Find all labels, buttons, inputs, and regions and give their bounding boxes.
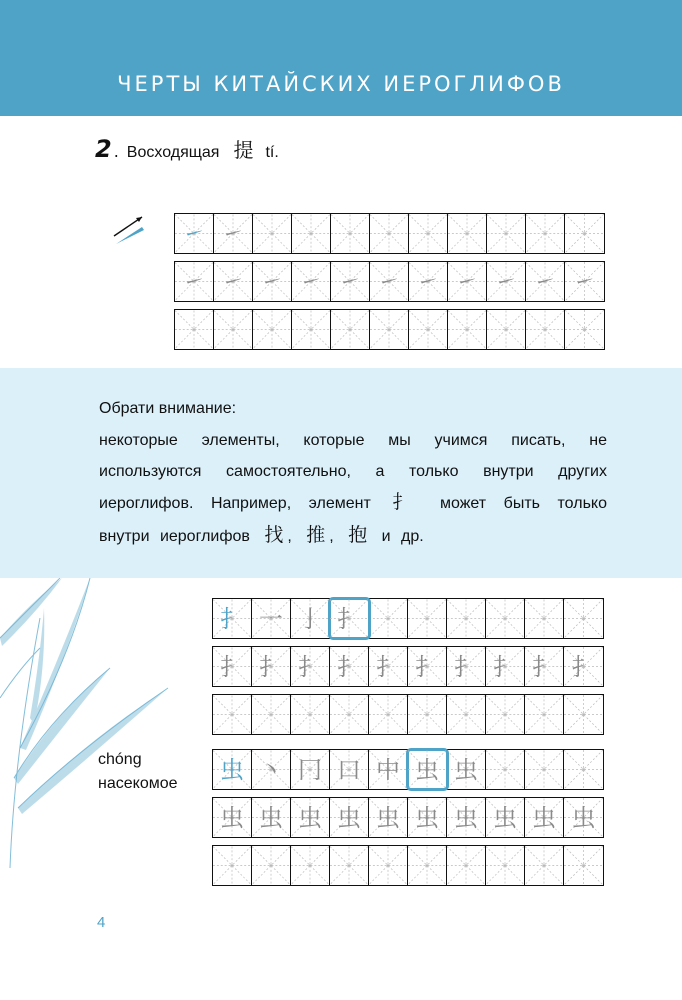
practice-cell	[564, 647, 603, 686]
rising-stroke-arrow-icon	[112, 214, 152, 246]
cell-glyph: 扌	[532, 652, 556, 681]
practice-cell	[526, 214, 565, 253]
cell-glyph: 虫	[298, 803, 322, 832]
practice-cell	[448, 214, 487, 253]
notice-example-2: 推	[306, 523, 326, 546]
practice-cell	[409, 310, 448, 349]
cell-glyph: ㇀	[182, 219, 206, 248]
practice-cell	[564, 846, 603, 885]
cell-glyph: ㇀	[260, 267, 284, 296]
notice-text-2: может быть только внутри иероглифов	[99, 495, 607, 545]
page-header	[0, 0, 682, 116]
practice-cell	[486, 647, 525, 686]
practice-row-insect-1	[212, 749, 604, 790]
practice-cell	[331, 310, 370, 349]
practice-cell	[487, 214, 526, 253]
practice-cell	[213, 647, 252, 686]
cell-glyph: 一	[259, 604, 283, 633]
practice-cell	[369, 846, 408, 885]
cell-glyph: 虫	[493, 803, 517, 832]
practice-row-rising-2	[174, 261, 605, 302]
practice-cell	[213, 846, 252, 885]
cell-glyph: ㇀	[299, 267, 323, 296]
cell-glyph: 丶	[259, 755, 283, 784]
practice-cell	[252, 599, 291, 638]
practice-cell	[330, 695, 369, 734]
practice-row-hand-1	[212, 598, 604, 639]
practice-cell	[330, 647, 369, 686]
practice-cell	[291, 695, 330, 734]
practice-cell	[214, 214, 253, 253]
practice-cell	[447, 750, 486, 789]
practice-cell	[331, 262, 370, 301]
practice-cell	[253, 262, 292, 301]
practice-cell	[370, 214, 409, 253]
notice-example-3: 抱	[348, 523, 368, 546]
cell-glyph: ㇀	[221, 219, 245, 248]
practice-cell	[252, 846, 291, 885]
practice-cell	[292, 262, 331, 301]
section-number: 2	[95, 135, 112, 163]
practice-cell	[291, 846, 330, 885]
practice-cell	[486, 695, 525, 734]
practice-cell	[331, 214, 370, 253]
practice-cell	[525, 647, 564, 686]
word-pinyin: chóng	[98, 751, 142, 768]
practice-cell	[252, 750, 291, 789]
notice-text-1: некоторые элементы, которые мы учимся писать, не используются самостоятельно, а только внутри других иероглифов. Например, элемент	[99, 432, 607, 512]
cell-glyph: 扌	[415, 652, 439, 681]
cell-glyph: 扌	[298, 652, 322, 681]
practice-cell	[486, 846, 525, 885]
practice-cell	[214, 310, 253, 349]
practice-row-insect-3	[212, 845, 604, 886]
cell-glyph: 虫	[220, 755, 244, 784]
practice-cell	[525, 599, 564, 638]
practice-cell	[369, 750, 408, 789]
practice-cell	[525, 846, 564, 885]
practice-cell	[486, 750, 525, 789]
cell-glyph: ㇀	[221, 267, 245, 296]
cell-glyph: 虫	[415, 803, 439, 832]
practice-cell	[447, 846, 486, 885]
practice-cell	[370, 310, 409, 349]
practice-cell	[253, 310, 292, 349]
practice-cell	[408, 846, 447, 885]
practice-cell	[448, 310, 487, 349]
practice-cell	[408, 695, 447, 734]
practice-cell	[292, 310, 331, 349]
practice-cell	[447, 599, 486, 638]
notice-example-1: 找	[264, 523, 284, 546]
cell-glyph: 扌	[337, 604, 361, 633]
practice-cell	[175, 262, 214, 301]
practice-cell	[525, 798, 564, 837]
practice-cell	[565, 310, 604, 349]
practice-cell	[564, 695, 603, 734]
practice-cell	[175, 310, 214, 349]
practice-cell	[213, 599, 252, 638]
practice-cell	[369, 647, 408, 686]
practice-cell	[408, 750, 447, 789]
cell-glyph: 虫	[220, 803, 244, 832]
practice-cell	[292, 214, 331, 253]
practice-cell	[291, 599, 330, 638]
practice-cell	[330, 599, 369, 638]
practice-cell	[408, 647, 447, 686]
cell-glyph: 虫	[376, 803, 400, 832]
practice-cell	[369, 695, 408, 734]
notice-text-3: и др.	[381, 527, 424, 545]
cell-glyph: 虫	[532, 803, 556, 832]
practice-cell	[486, 599, 525, 638]
practice-cell	[526, 262, 565, 301]
cell-glyph: 虫	[454, 803, 478, 832]
practice-cell	[447, 647, 486, 686]
practice-cell	[330, 750, 369, 789]
practice-row-hand-3	[212, 694, 604, 735]
practice-cell	[252, 647, 291, 686]
practice-cell	[447, 695, 486, 734]
cell-glyph: 虫	[571, 803, 596, 832]
cell-glyph: ㇀	[182, 267, 206, 296]
notice-box	[0, 368, 682, 578]
notice-sep-2: ,	[329, 527, 334, 545]
practice-cell	[525, 750, 564, 789]
cell-glyph: 扌	[259, 652, 283, 681]
cell-glyph: 扌	[493, 652, 517, 681]
cell-glyph: 虫	[337, 803, 361, 832]
cell-glyph: 虫	[454, 755, 478, 784]
practice-cell	[291, 647, 330, 686]
practice-cell	[291, 798, 330, 837]
cell-glyph: 亅	[298, 604, 322, 633]
practice-row-rising-1	[174, 213, 605, 254]
practice-cell	[213, 798, 252, 837]
cell-glyph: 扌	[571, 652, 596, 681]
cell-glyph: 扌	[220, 604, 244, 633]
practice-cell	[253, 214, 292, 253]
practice-cell	[369, 599, 408, 638]
cell-glyph: 扌	[220, 652, 244, 681]
notice-title: Обрати внимание:	[99, 400, 237, 417]
practice-cell	[447, 798, 486, 837]
practice-cell	[487, 310, 526, 349]
practice-row-insect-2	[212, 797, 604, 838]
notice-element-hanzi: 扌	[392, 491, 419, 513]
cell-glyph: ㇀	[494, 267, 518, 296]
practice-cell	[408, 798, 447, 837]
practice-cell	[564, 798, 603, 837]
practice-cell	[175, 214, 214, 253]
section-dot: .	[113, 142, 119, 161]
cell-glyph: 扌	[337, 652, 361, 681]
practice-cell	[564, 750, 603, 789]
practice-cell	[252, 695, 291, 734]
section-hanzi: 提	[233, 138, 254, 162]
notice-sep-1: ,	[287, 527, 292, 545]
practice-row-hand-2	[212, 646, 604, 687]
cell-glyph: ㇀	[533, 267, 557, 296]
practice-cell	[330, 846, 369, 885]
practice-cell	[526, 310, 565, 349]
cell-glyph: 扌	[454, 652, 478, 681]
cell-glyph: ㇀	[416, 267, 440, 296]
section-heading	[95, 134, 279, 163]
cell-glyph: ㇀	[338, 267, 362, 296]
section-name: Восходящая	[126, 144, 220, 161]
notice-body	[99, 426, 607, 552]
practice-cell	[564, 599, 603, 638]
practice-cell	[448, 262, 487, 301]
practice-cell	[370, 262, 409, 301]
practice-cell	[369, 798, 408, 837]
page-number: 4	[97, 914, 106, 931]
header-title: ЧЕРТЫ КИТАЙСКИХ ИЕРОГЛИФОВ	[117, 72, 565, 96]
practice-cell	[330, 798, 369, 837]
cell-glyph: 虫	[415, 755, 439, 784]
practice-cell	[409, 262, 448, 301]
practice-cell	[252, 798, 291, 837]
practice-cell	[565, 214, 604, 253]
section-pinyin: tí.	[265, 144, 279, 161]
cell-glyph: ㇀	[377, 267, 401, 296]
cell-glyph: 中	[376, 755, 400, 784]
cell-glyph: ㇀	[455, 267, 479, 296]
practice-cell	[486, 798, 525, 837]
practice-cell	[409, 214, 448, 253]
practice-cell	[213, 750, 252, 789]
practice-cell	[408, 599, 447, 638]
cell-glyph: 扌	[376, 652, 400, 681]
cell-glyph: ㇀	[572, 267, 597, 296]
practice-cell	[291, 750, 330, 789]
cell-glyph: 虫	[259, 803, 283, 832]
practice-cell	[565, 262, 604, 301]
practice-cell	[487, 262, 526, 301]
practice-cell	[214, 262, 253, 301]
practice-row-rising-3	[174, 309, 605, 350]
word-meaning: насекомое	[98, 775, 178, 792]
practice-cell	[525, 695, 564, 734]
cell-glyph: 冂	[298, 755, 322, 784]
bamboo-leaves-icon	[0, 578, 180, 868]
practice-cell	[213, 695, 252, 734]
cell-glyph: 口	[337, 755, 361, 784]
